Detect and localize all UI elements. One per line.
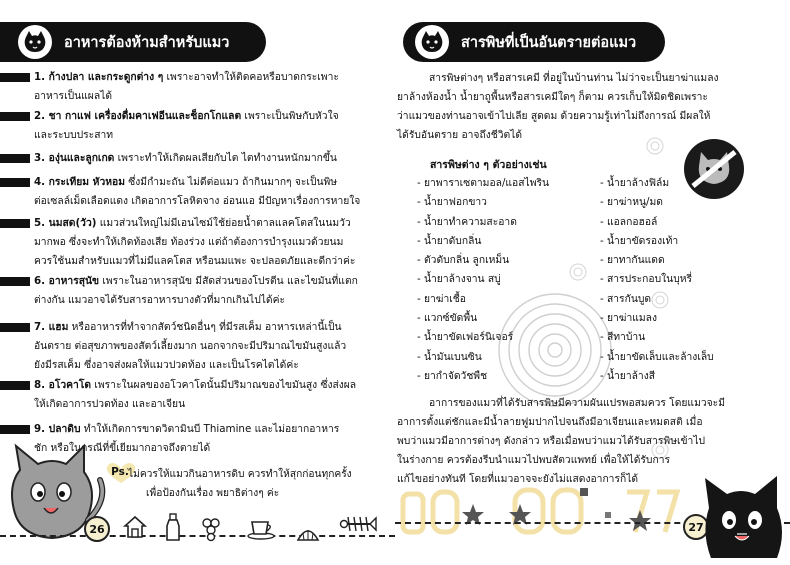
toxin-item: - น้ำยาขัดเฟอร์นิเจอร์ [417,331,514,344]
toxin-item: - ยากำจัดวัชพืช [417,369,488,382]
food-item-heading: 7. แฮม [34,321,69,333]
food-item-heading: 3. องุ่นและลูกเกด [34,152,115,164]
toxin-item: - น้ำยาขัดเล็บและล้างเล็บ [600,350,714,363]
toxic-list-right [600,174,714,386]
ps-line: ไม่ควรให้แมวกินอาหารดิบ ควรทำให้สุกก่อนทุกครั้ง [128,469,352,480]
bullet-bar [0,381,30,390]
food-item-text [34,214,386,271]
ps-note [128,465,352,503]
bullet-bar [0,425,30,434]
toxin-item: - ยาฆ่าเชื้อ [417,292,466,305]
food-item-text [34,107,386,145]
food-item-line: ควรใช้นมสำหรับแมวที่ไม่มีแลคโตส หรือนมแพะ จะปลอดภัยและดีกว่าค่ะ [34,255,356,267]
food-item-line: ซึ่งมีกำมะถัน ไม่ดีต่อแมว ถ้ากินมากๆ จะเป็นพิษ [125,176,338,188]
food-item-line: อาหารเป็นแผลได้ [34,90,113,102]
outro-line: แก้ไขอย่างทันที โดยที่แมวอาจจะยังไม่แสดงอาการก็ได้ [397,473,639,485]
page-number-right: 27 [683,514,709,540]
bullet-bar [0,323,30,332]
food-item-line: เพราะในผลของอโวคาโดนั้นมีปริมาณของไขมันสูง ซึ่งส่งผล [91,379,357,391]
left-title-banner [0,22,266,62]
left-page-title: อาหารต้องห้ามสำหรับแมว [64,34,230,51]
intro-line: ได้รับอันตราย อาจถึงชีวิตได้ [397,129,523,141]
toxin-item: - น้ำยาล้างจาน สบู่ [417,273,501,286]
food-item-text [34,318,386,375]
small-circle-decoration [568,262,588,282]
right-page-title: สารพิษที่เป็นอันตรายต่อแมว [461,34,637,51]
food-item [0,68,392,106]
food-item-line: ยังมีรสเค็ม ซึ่งอาจส่งผลให้แมวปวดท้อง และเป็นโรคไตได้ค่ะ [34,359,299,371]
shell-icon [296,526,320,548]
food-item-text [34,272,386,310]
food-item-line: เพราะเป็นพิษกับหัวใจ [241,110,339,122]
fishbone-icon [338,512,378,540]
toxin-item: - แวกซ์ขัดพื้น [417,312,478,325]
house-icon [122,514,148,544]
toxin-item: - ตัวดับกลิ่น ลูกเหม็น [417,254,510,267]
food-item [0,272,392,310]
toxin-item: - แอลกอฮอล์ [600,215,658,228]
grapes-icon [198,514,224,546]
food-item-line: ทำให้เกิดการขาดวิตามินบี Thiamine และไม่อยากอาหาร [80,423,340,435]
toxin-item: - น้ำยาล้างสี [600,369,656,382]
cat-face-icon [415,25,449,59]
outro-line: ในร่างกาย ควรต้องรีบนำแมวไปพบสัตวแพทย์ เพื่อให้ได้รับการ [397,454,671,466]
outro-line: อาการของแมวที่ได้รับสารพิษมีความผันแปรพอสมควร โดยแมวจะมี [429,397,725,409]
food-item [0,376,392,414]
toxin-item: - ยาทากันแดด [600,254,665,267]
outro-line: อาการตั้งแต่ชักและมีน้ำลายฟูมปากไปจนถึงมีอาเจียนและหมดสติ เมื่อ [397,416,703,428]
intro-line: ยาล้างห้องน้ำ น้ำยาถูพื้นหรือสารเคมีใดๆ ก็ตาม ควรเก็บให้มิดชิดเพราะ [397,91,708,103]
right-title-banner [403,22,665,62]
toxin-item: - น้ำยาทำความสะอาด [417,215,517,228]
food-item-line: ต่างกัน แมวอาจได้รับสารอาหารบางตัวที่มากเกินไปได้ค่ะ [34,294,286,306]
food-item-line: ให้เกิดอาการปวดท้อง และอาเจียน [34,398,186,410]
food-item-line: อันตราย ต่อสุขภาพของสัตว์เลี้ยงมาก นอกจากจะมีปริมาณไขมันสูงแล้ว [34,340,347,352]
toxic-list-title: สารพิษต่าง ๆ ตัวอย่างเช่น [430,159,547,171]
food-item-line: ต่อเซลล์เม็ดเลือดแดง เกิดอาการโลหิตจาง อ่อนแอ มีปัญหาเรื่องการหายใจ [34,195,361,207]
food-item-line: แมวส่วนใหญ่ไม่มีเอนไซม์ใช้ย่อยน้ำตาลแลคโตสในนมวัว [96,217,351,229]
toxin-item: - น้ำยาฟอกขาว [417,196,487,209]
food-item-text [34,173,386,211]
bullet-bar [0,219,30,228]
outro-line: พบว่าแมวมีอาการต่างๆ ดังกล่าว หรือเมื่อพบว่าแมวได้รับสารพิษเข้าไป [397,435,706,447]
toxic-list-left [417,174,549,386]
bullet-bar [0,154,30,163]
food-item-line: ชัก หรือในกรณีที่ขี้เยียมากอาจถึงตายได้ [34,442,211,454]
bullet-bar [0,73,30,82]
food-item-line: มากพอ ซึ่งจะทำให้เกิดท้องเสีย ท้องร่วง แต่ถ้าต้องการบำรุงแมวด้วยนม [34,236,344,248]
food-item-heading: 8. อโวคาโด [34,379,92,391]
food-item [0,318,392,375]
intro-paragraph [397,69,785,145]
toxin-item: - ยาฆ่าหนู/มด [600,196,663,209]
toxin-item: - ยาฆ่าแมลง [600,312,657,325]
food-item [0,173,392,211]
toxin-item: - สารกันบูด [600,292,652,305]
toxin-item: - สีทาบ้าน [600,331,646,344]
bullet-bar [0,277,30,286]
page-number-left: 26 [84,516,110,542]
food-item-line: เพราะอาจทำให้ติดคอหรือบาดกระเพาะ [163,71,339,83]
cup-icon [246,516,276,544]
toxin-item: - น้ำยาล้างฟิล์ม [600,177,670,189]
food-item-line: เพราะทำให้เกิดผลเสียกับไต ไตทำงานหนักมากขึ้น [114,152,337,164]
intro-line: สารพิษต่างๆ หรือสารเคมี ที่อยู่ในบ้านท่าน ไม่ว่าจะเป็นยาฆ่าแมลง [429,72,719,84]
ps-label: Ps. [111,466,129,478]
bullet-bar [0,178,30,187]
food-item-heading: 9. ปลาดิบ [34,423,81,435]
food-item [0,107,392,145]
toxin-item: - น้ำมันเบนซิน [417,350,482,363]
toxin-item: - น้ำยาขัดรองเท้า [600,234,679,247]
food-item-text [34,68,386,106]
food-item [0,149,392,168]
food-item [0,214,392,271]
food-item-line: และระบบประสาท [34,129,114,141]
food-item-heading: 5. นมสด(วัว) [34,217,97,229]
toxin-item: - น้ำยาดับกลิ่น [417,234,482,247]
cat-face-icon [18,25,52,59]
black-cat-illustration [697,462,789,562]
food-item-line: เพราะในอาหารสุนัข มีสัดส่วนของโปรตีน และไขมันที่แตก [99,275,358,287]
bottle-icon [163,512,183,546]
ps-line: เพื่อป้องกันเรื่อง พยาธิต่างๆ ค่ะ [146,488,280,499]
food-item-heading: 4. กระเทียม หัวหอม [34,176,125,188]
bullet-bar [0,112,30,121]
food-item-text [34,149,386,168]
food-item-heading: 6. อาหารสุนัข [34,275,100,287]
toxin-item: - สารประกอบในบุหรี่ [600,273,693,286]
food-item-heading: 2. ชา กาแฟ เครื่องดื่มคาเฟอีนและช็อกโกแลต [34,110,242,122]
food-item-text [34,376,386,414]
right-page [395,0,790,565]
intro-line: ว่าแมวของท่านอาจเข้าไปเลีย สูดดม ด้วยความรู้เท่าไม่ถึงการณ์ มีผลให้ [397,110,711,122]
food-item-heading: 1. ก้างปลา และกระดูกต่าง ๆ [34,71,164,83]
toxin-item: - ยาพาราเซตามอล/แอสไพริน [417,177,550,189]
food-item-line: หรืออาหารที่ทำจากสัตว์ชนิดอื่นๆ ที่มีรสเค็ม อาหารเหล่านี้เป็น [68,321,342,333]
